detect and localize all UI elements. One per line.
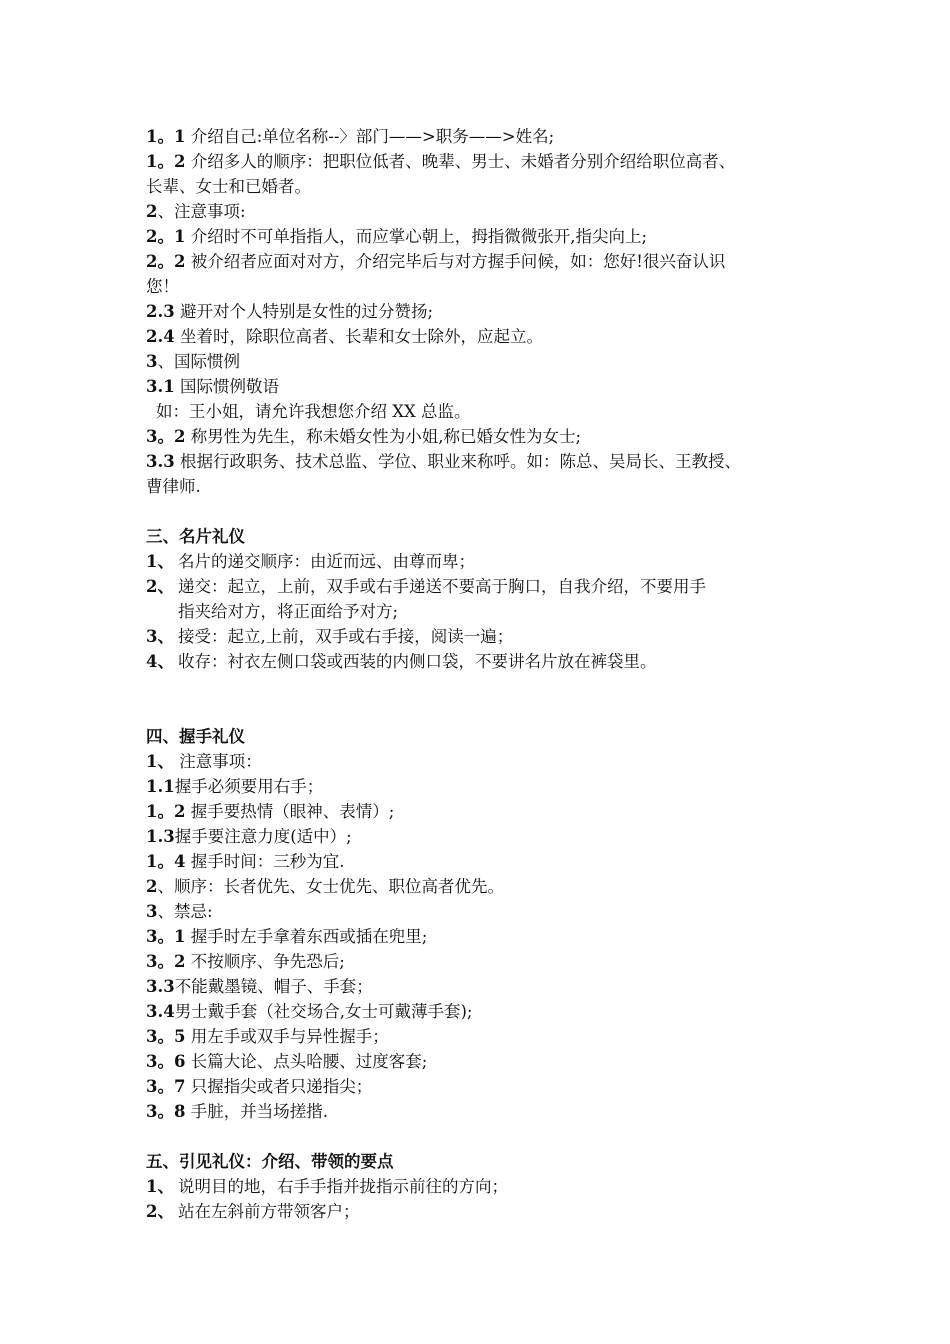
list-item	[146, 624, 836, 649]
item-number: 3。8	[146, 1102, 186, 1121]
item-text: 收存：衬衣左侧口袋或西装的内侧口袋，不要讲名片放在裤袋里。	[178, 652, 657, 671]
item-number: 1.3	[146, 827, 175, 846]
list-item-continuation	[146, 599, 836, 624]
text-line	[146, 849, 836, 874]
text-line	[146, 224, 836, 249]
item-number: 3.1	[146, 377, 175, 396]
text-line	[146, 399, 836, 424]
text-line	[146, 424, 836, 449]
item-text: 名片的递交顺序：由近而远、由尊而卑；	[178, 552, 475, 571]
item-text: 指夹给对方，将正面给予对方;	[178, 602, 399, 621]
item-number: 1、	[146, 752, 174, 771]
item-text: 说明目的地，右手手指并拢指示前往的方向；	[178, 1177, 508, 1196]
text-line	[146, 374, 836, 399]
item-number: 2、	[146, 577, 174, 596]
item-number: 3	[146, 352, 158, 371]
text-line	[146, 349, 836, 374]
item-text: 长篇大论、点头哈腰、过度客套;	[190, 1052, 428, 1071]
item-number: 3	[146, 902, 158, 921]
item-number: 1、	[146, 552, 174, 571]
text-line	[146, 474, 836, 499]
item-text: 手脏，并当场搓揩.	[190, 1102, 328, 1121]
section-heading: 四、握手礼仪	[146, 727, 245, 746]
item-number: 2.3	[146, 302, 175, 321]
text-line	[146, 899, 836, 924]
item-text: 握手要注意力度(适中）;	[174, 827, 352, 846]
item-text: 用左手或双手与异性握手；	[190, 1027, 389, 1046]
item-number: 3。2	[146, 952, 186, 971]
text-line	[146, 949, 836, 974]
text-line	[146, 1049, 836, 1074]
item-text: 如：王小姐，请允许我想您介绍 XX 总监。	[156, 402, 471, 421]
text-line	[146, 274, 836, 299]
list-item	[146, 574, 836, 599]
item-text: 根据行政职务、技术总监、学位、职业来称呼。如：陈总、吴局长、王教授、	[179, 452, 741, 471]
text-line	[146, 149, 836, 174]
item-number: 3。1	[146, 927, 186, 946]
item-number: 2	[146, 877, 158, 896]
text-line	[146, 174, 836, 199]
list-item	[146, 1174, 836, 1199]
item-text: 站在左斜前方带领客户；	[178, 1202, 360, 1221]
text-line	[146, 324, 836, 349]
item-number: 3。5	[146, 1027, 186, 1046]
item-number: 1。2	[146, 802, 186, 821]
list-item	[146, 1199, 836, 1224]
item-number: 3。2	[146, 427, 186, 446]
text-line	[146, 1024, 836, 1049]
item-number: 3.4	[146, 1002, 175, 1021]
item-text: 介绍时不可单指指人，而应掌心朝上，拇指微微张开,指尖向上;	[190, 227, 648, 246]
text-line	[146, 999, 836, 1024]
text-line	[146, 249, 836, 274]
item-number: 3.3	[146, 452, 175, 471]
item-text: 避开对个人特别是女性的过分赞扬;	[179, 302, 434, 321]
document-page	[146, 124, 836, 1224]
card-etiquette-list	[146, 549, 836, 674]
item-text: 接受：起立,上前，双手或右手接，阅读一遍；	[178, 627, 514, 646]
text-line	[146, 974, 836, 999]
item-number: 2。2	[146, 252, 186, 271]
item-text: 长辈、女士和已婚者。	[146, 177, 311, 196]
item-number: 3、	[146, 627, 174, 646]
text-line	[146, 449, 836, 474]
text-line	[146, 299, 836, 324]
item-text: 、注意事项:	[157, 202, 246, 221]
item-text: 称男性为先生，称未婚女性为小姐,称已婚女性为女士;	[190, 427, 582, 446]
item-text: 握手必须要用右手；	[174, 777, 324, 796]
item-number: 2。1	[146, 227, 186, 246]
text-line	[146, 824, 836, 849]
item-text: 不能戴墨镜、帽子、手套；	[174, 977, 373, 996]
item-text: 、顺序：长者优先、女士优先、职位高者优先。	[157, 877, 504, 896]
text-line	[146, 199, 836, 224]
item-number: 3。7	[146, 1077, 186, 1096]
item-text: 介绍自己:单位名称--〉部门——>职务——>姓名;	[190, 127, 555, 146]
text-line	[146, 874, 836, 899]
text-line	[146, 924, 836, 949]
text-line	[146, 124, 836, 149]
text-line	[146, 749, 836, 774]
list-item	[146, 549, 836, 574]
item-text: 递交：起立，上前，双手或右手递送不要高于胸口，自我介绍，不要用手	[178, 577, 706, 596]
text-line	[146, 1074, 836, 1099]
item-text: 握手时间：三秒为宜.	[190, 852, 345, 871]
item-text: 握手要热情（眼神、表情）;	[190, 802, 395, 821]
item-text: 、禁忌:	[157, 902, 213, 921]
item-number: 2	[146, 202, 158, 221]
introduction-list	[146, 1174, 836, 1224]
item-text: 只握指尖或者只递指尖；	[190, 1077, 373, 1096]
item-number: 1、	[146, 1177, 174, 1196]
text-line	[146, 799, 836, 824]
item-number: 2、	[146, 1202, 174, 1221]
item-text: 您！	[146, 277, 179, 296]
item-text: 、国际惯例	[157, 352, 240, 371]
item-text: 介绍多人的顺序：把职位低者、晚辈、男士、未婚者分别介绍给职位高者、	[190, 152, 736, 171]
item-text: 不按顺序、争先恐后;	[190, 952, 345, 971]
spacer	[146, 1124, 836, 1149]
item-number: 3.3	[146, 977, 175, 996]
text-line	[146, 1099, 836, 1124]
spacer	[146, 499, 836, 524]
section-heading: 三、名片礼仪	[146, 527, 245, 546]
item-text: 男士戴手套（社交场合,女士可戴薄手套);	[174, 1002, 473, 1021]
item-text: 坐着时，除职位高者、长辈和女士除外，应起立。	[179, 327, 543, 346]
section-heading: 五、引见礼仪：介绍、带领的要点	[146, 1152, 394, 1171]
item-text: 注意事项：	[179, 752, 262, 771]
item-number: 3。6	[146, 1052, 186, 1071]
text-line	[146, 774, 836, 799]
item-number: 1。2	[146, 152, 186, 171]
item-number: 2.4	[146, 327, 175, 346]
item-number: 1。1	[146, 127, 186, 146]
list-item	[146, 649, 836, 674]
item-text: 被介绍者应面对对方，介绍完毕后与对方握手问候，如：您好!很兴奋认识	[190, 252, 726, 271]
item-text: 握手时左手拿着东西或插在兜里;	[190, 927, 428, 946]
spacer	[146, 674, 836, 724]
item-text: 国际惯例敬语	[179, 377, 279, 396]
item-number: 1。4	[146, 852, 186, 871]
item-text: 曹律师.	[146, 477, 201, 496]
item-number: 1.1	[146, 777, 175, 796]
item-number: 4、	[146, 652, 174, 671]
